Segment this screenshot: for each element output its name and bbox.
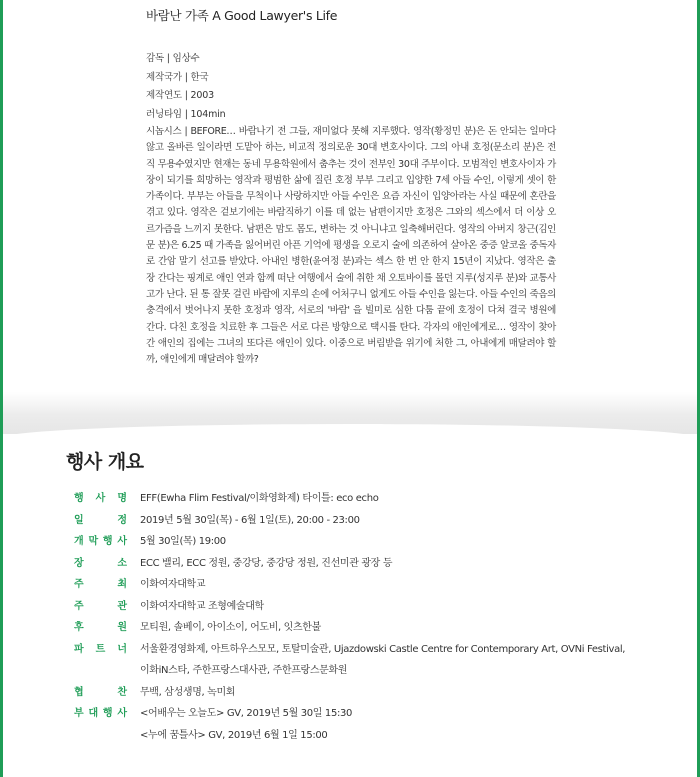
event-section-title: 행사 개요 [66, 451, 144, 473]
event-info-label-char: 부 [74, 708, 84, 719]
event-info-label-char: 막 [88, 536, 99, 547]
event-info-value [140, 639, 625, 682]
event-info-label-char: 명 [117, 493, 127, 504]
event-info-value-line: <어배우는 오늘도> GV, 2019년 5월 30일 15:30 [140, 708, 353, 719]
event-info-row [74, 488, 674, 510]
event-info-label-char: 행 [102, 708, 113, 719]
event-info-label-char: 정 [117, 514, 127, 526]
event-info-row [74, 617, 674, 639]
event-info-label-char: 일 [74, 514, 84, 526]
event-info-label-char: 원 [117, 622, 127, 633]
event-info-label-char: 너 [117, 643, 127, 655]
event-info-value-line: ECC 밸리, ECC 정원, 중강당, 중강당 정원, 진선미관 광장 등 [140, 557, 393, 569]
event-info-row [74, 574, 674, 596]
event-info-label-char: 찬 [117, 686, 127, 698]
film-info-section [146, 6, 556, 368]
event-info-value-line: 이화여자대학교 조형예술대학 [140, 600, 264, 612]
event-info-value-line: 2019년 5월 30일(목) - 6월 1일(토), 20:00 - 23:00 [140, 514, 360, 526]
event-info-label-char: 후 [74, 622, 84, 633]
event-info-label [74, 574, 127, 596]
film-country: 제작국가 | 한국 [146, 71, 209, 83]
event-info-label-char: 사 [117, 536, 127, 547]
event-info-label-char: 관 [117, 600, 127, 612]
event-info-label [74, 553, 127, 575]
film-year: 제작연도 | 2003 [146, 90, 214, 101]
event-info-label-char: 파 [74, 643, 84, 655]
event-info-label-char: 사 [95, 493, 106, 504]
event-info-label-char: 행 [102, 536, 113, 547]
event-info-label-char: 소 [117, 557, 127, 569]
event-info-label [74, 488, 127, 510]
film-synopsis: 시놉시스 | BEFORE… 바람나기 전 그들, 재미없다 못해 지루했다. 영작(황정민 분)은 돈 안되는 일마다 않고 올바른 일이라면 도맡아 하는, 비교적 정의로운 30대 변호사이다. 그의 아내 호정(문소리 분)은 전직 무용수였지만 현재는 동네 무용학원에서 춤추는 것이 전부인 30대 주부이다. 모범적인 변호사이자 가장이 되기를 희망하는 영작과 평범한 삶에 질린 호정 부부 그리고 입양한 7세 아들 수인, 이렇게 셋이 한 가족이다. 부부는 아들을 무척이나 사랑하지만 아들 수인은 요즘 자신이 입양아라는 사실 때문에 혼란을 겪고 있다. 영작은 겉보기에는 바람직하기 이를 데 없는 남편이지만 호정은 그와의 섹스에서 더 이상 오르가즘을 느끼지 못한다. 남편은 맘도 몸도, 변하는 것 아니냐고 일축해버린다. 영작의 아버지 창근(김인문 분)은 6.25 때 가족을 잃어버린 아픈 기억에 평생을 오로지 술에 의존하여 살아온 중증 알코올 중독자로 간암 말기 선고를 받았다. 아내인 병한(윤여정 분)과는 섹스 한 번 안 한지 15년이 지났다. 영작은 출장 간다는 핑계로 애인 연과 함께 떠난 여행에서 술에 취한 채 오토바이를 몰던 지루(성지루 분)와 교통사고가 난다. 된 통 잘못 걸린 바람에 지루의 손에 어처구니 없게도 아들 수인을 잃는다. 아들 수인의 죽음의 충격에서 벗어나지 못한 호정과 영작, 서로의 '바람' 을 빌미로 심한 다툼 끝에 호정이 다쳐 결국 병원에 간다. 다친 호정을 치료한 후 그들은 서로 다른 방향으로 택시를 탄다. 각자의 애인에게로… 영작이 찾아간 애인의 집에는 그녀의 또다른 애인이 있다. 이중으로 버림받을 위기에 처한 그, 아내에게 매달려야 할까, 애인에게 매달려야 할까? [146, 126, 556, 366]
event-info-label [74, 639, 127, 661]
event-info-value [140, 596, 264, 618]
event-info-value [140, 703, 352, 746]
film-title: 바람난 가족 A Good Lawyer's Life [146, 8, 338, 23]
event-info-value [140, 553, 392, 575]
event-info-value [140, 531, 226, 553]
event-info-label [74, 596, 127, 618]
event-info-row [74, 639, 674, 682]
event-info-row [74, 596, 674, 618]
event-info-value-line: 무백, 삼성생명, 녹미회 [140, 686, 236, 698]
event-info-label-char: 장 [74, 557, 84, 569]
event-info-value-line: 이화여자대학교 [140, 579, 206, 590]
event-info-value [140, 510, 360, 532]
event-info-value [140, 488, 378, 510]
event-info-label-char: 협 [74, 686, 84, 698]
event-info-value-line: 서울환경영화제, 아트하우스모모, 토탈미술관, Ujazdowski Castle Centre for Contemporary Art, OVNi Festival, [140, 643, 626, 655]
event-info-value-line: 이화iN스타, 주한프랑스대사관, 주한프랑스문화원 [140, 665, 348, 676]
film-director: 감독 | 임상수 [146, 53, 200, 64]
event-info-label-char: 주 [74, 579, 84, 590]
event-info-label-char: 트 [95, 643, 106, 655]
event-info-label-char: 개 [74, 536, 84, 547]
event-info-row [74, 682, 674, 704]
event-info-value [140, 574, 205, 596]
event-info-value-line: 모티원, 솔베이, 아이소이, 어도비, 잇츠한불 [140, 622, 321, 633]
event-info-label [74, 703, 127, 725]
event-info-label [74, 510, 127, 532]
film-meta [146, 50, 556, 124]
event-info-label [74, 531, 127, 553]
event-info-list [74, 488, 674, 746]
event-info-value [140, 682, 235, 704]
event-info-row [74, 531, 674, 553]
event-info-label-char: 행 [74, 493, 84, 504]
event-info-value-line: EFF(Ewha Flim Festival/이화영화제) 타이틀: eco echo [140, 493, 379, 504]
event-info-value [140, 617, 321, 639]
film-runtime: 러닝타임 | 104min [146, 108, 226, 120]
event-info-label-char: 최 [117, 579, 127, 590]
event-info-label [74, 682, 127, 704]
event-info-label-char: 주 [74, 600, 84, 612]
event-info-row [74, 510, 674, 532]
event-info-value-line: 5월 30일(목) 19:00 [140, 536, 226, 547]
event-info-value-line: <누에 꿈틀사> GV, 2019년 6월 1일 15:00 [140, 729, 328, 741]
event-info-row [74, 703, 674, 746]
event-info-row [74, 553, 674, 575]
event-info-label [74, 617, 127, 639]
event-info-label-char: 대 [88, 708, 99, 719]
event-info-label-char: 사 [117, 708, 127, 719]
